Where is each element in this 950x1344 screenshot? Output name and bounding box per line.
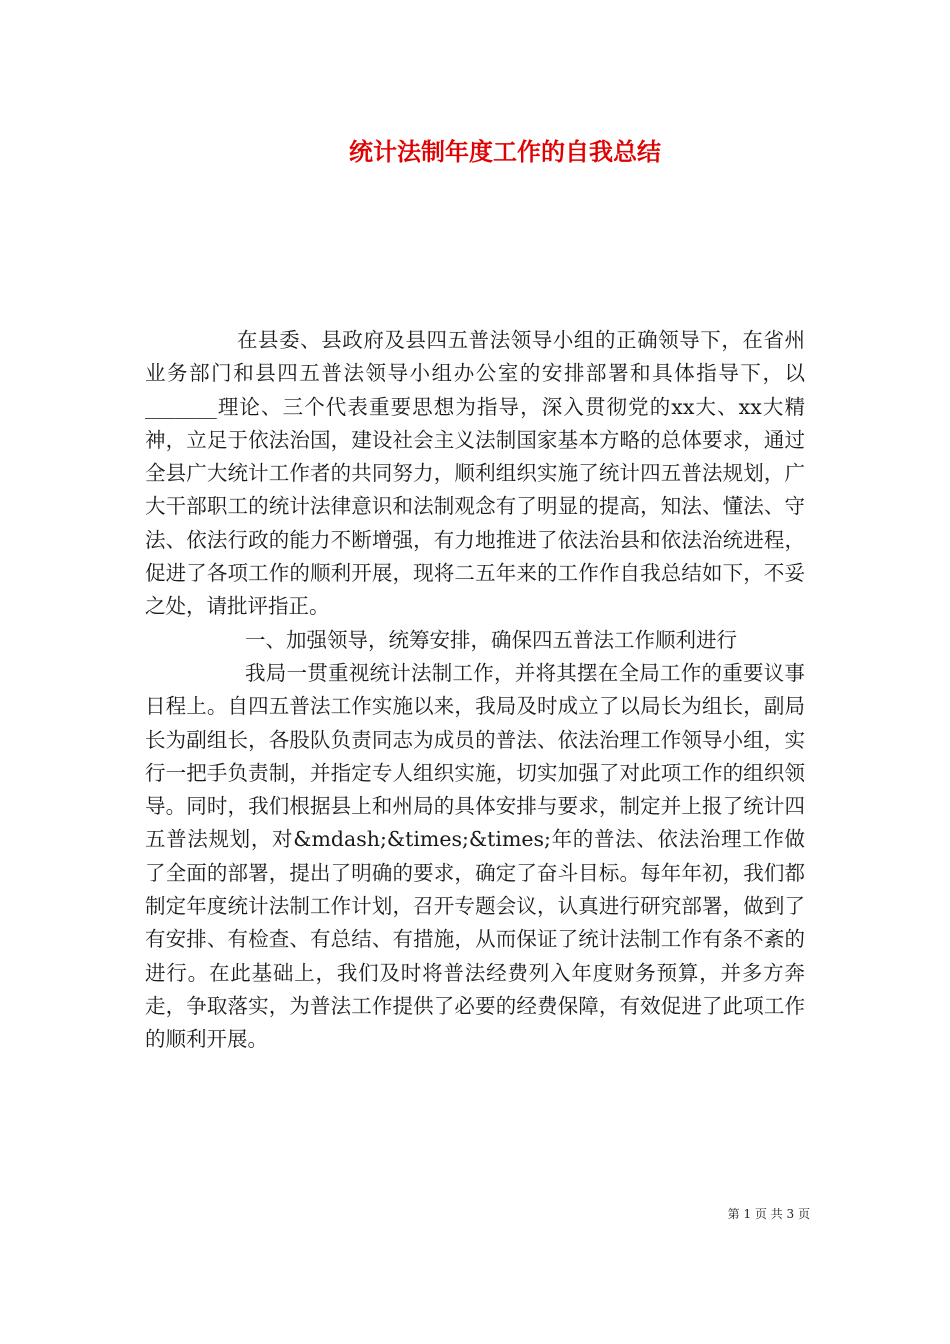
paragraph-section-1: 我局一贯重视统计法制工作，并将其摆在全局工作的重要议事日程上。自四五普法工作实施以来，我局及时成立了以局长为组长，副局长为副组长，各股队负责同志为成员的普法、依法治理工作领导小组，实行一把手负责制，并指定专人组织实施，切实加强了对此项工作的组织领导。同时，我们根据县上和州局的具体安排与要求，制定并上报了统计四五普法规划，对&mdash;&times;&times;年的普法、依法治理工作做了全面的部署，提出了明确的要求，确定了奋斗目标。每年年初，我们都制定年度统计法制工作计划，召开专题会议，认真进行研究部署，做到了有安排、有检查、有总结、有措施，从而保证了统计法制工作有条不紊的进行。在此基础上，我们及时将普法经费列入年度财务预算，并多方奔走，争取落实，为普法工作提供了必要的经费保障，有效促进了此项工作的顺利开展。: [145, 660, 805, 1052]
page-title: 统计法制年度工作的自我总结: [349, 137, 661, 166]
document-body: [145, 324, 805, 1057]
section-heading-1: 一、加强领导，统筹安排，确保四五普法工作顺利进行: [245, 627, 737, 652]
page-number: 第 1 页 共 3 页: [727, 1207, 810, 1221]
paragraph-intro: 在县委、县政府及县四五普法领导小组的正确领导下，在省州业务部门和县四五普法领导小组办公室的安排部署和具体指导下，以_______理论、三个代表重要思想为指导，深入贯彻党的xx大、xx大精神，立足于依法治国，建设社会主义法制国家基本方略的总体要求，通过全县广大统计工作者的共同努力，顺利组织实施了统计四五普法规划，广大干部职工的统计法律意识和法制观念有了明显的提高，知法、懂法、守法、依法行政的能力不断增强，有力地推进了依法治县和依法治统进程，促进了各项工作的顺利开展，现将二五年来的工作作自我总结如下，不妥之处，请批评指正。: [145, 328, 805, 619]
